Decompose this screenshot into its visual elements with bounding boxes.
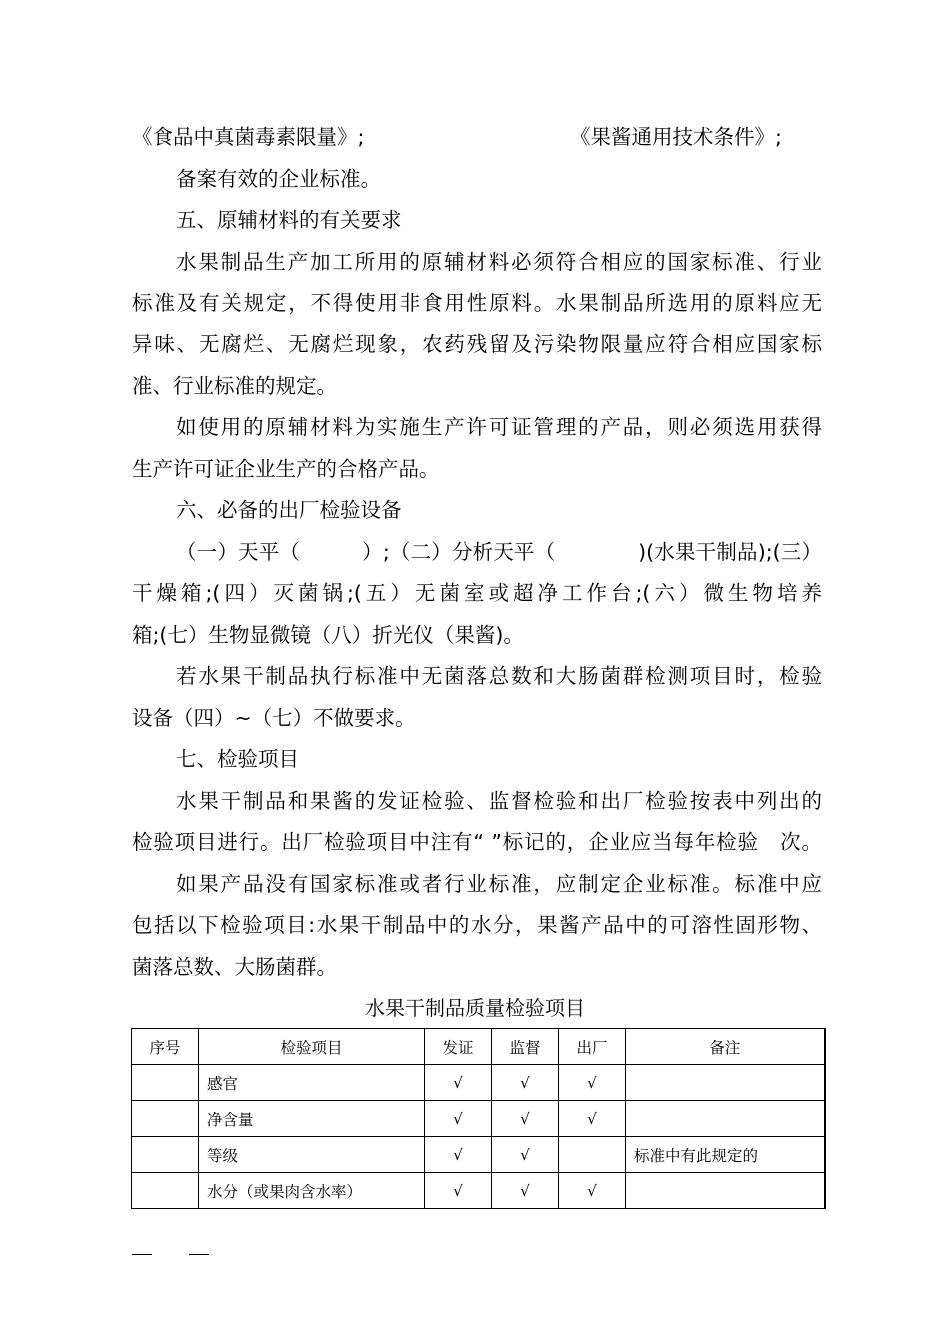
- header-cell-index: 序号: [132, 1029, 199, 1065]
- cell-check: [559, 1137, 626, 1173]
- table-row: [132, 1137, 825, 1173]
- header-cell-remarks: 备注: [626, 1029, 825, 1065]
- paragraph-line: 标准及有关规定，不得使用非食用性原料。水果制品所选用的原料应无: [132, 291, 822, 315]
- cell-index: [132, 1065, 199, 1101]
- paragraph-line: 如使用的原辅材料为实施生产许可证管理的产品，则必须选用获得: [176, 415, 822, 439]
- cell-item: 水分（或果肉含水率）: [199, 1173, 425, 1209]
- cell-index: [132, 1137, 199, 1173]
- cell-index: [132, 1101, 199, 1137]
- cell-check: √: [559, 1101, 626, 1137]
- table-header-row: [132, 1029, 825, 1065]
- cell-remark: 标准中有此规定的: [626, 1137, 825, 1173]
- cell-check: √: [492, 1065, 559, 1101]
- cell-index: [132, 1173, 199, 1209]
- paragraph-line: 如果产品没有国家标准或者行业标准，应制定企业标准。标准中应: [176, 872, 822, 896]
- cell-check: √: [492, 1173, 559, 1209]
- paragraph-line: 包括以下检验项目:水果干制品中的水分，果酱产品中的可溶性固形物、: [132, 913, 822, 937]
- cell-check: √: [425, 1173, 492, 1209]
- paragraph-line: 设备（四）~（七）不做要求。: [132, 706, 416, 730]
- header-cell-supervision: 监督: [492, 1029, 559, 1065]
- reference-line-right: 《果酱通用技术条件》;: [570, 125, 782, 149]
- paragraph-line: 干燥箱;(四）灭菌锅;(五）无菌室或超净工作台;(六）微生物培养: [132, 581, 822, 605]
- table-row: [132, 1173, 825, 1209]
- header-cell-item: 检验项目: [199, 1029, 425, 1065]
- section-heading-5: 五、原辅材料的有关要求: [176, 208, 402, 232]
- paragraph-line: 生产许可证企业生产的合格产品。: [132, 457, 440, 481]
- paragraph-line: 水果制品生产加工所用的原辅材料必须符合相应的国家标准、行业: [176, 250, 822, 274]
- reference-line-left: 《食品中真菌毒素限量》;: [132, 125, 365, 149]
- paragraph-line: 若水果干制品执行标准中无菌落总数和大肠菌群检测项目时，检验: [176, 664, 822, 688]
- cell-remark: [626, 1065, 825, 1101]
- table-row: [132, 1101, 825, 1137]
- table-title: 水果干制品质量检验项目: [365, 996, 585, 1020]
- cell-check: √: [559, 1065, 626, 1101]
- cell-check: √: [425, 1137, 492, 1173]
- paragraph-line: 箱;(七）生物显微镜（八）折光仪（果酱)。: [132, 623, 524, 647]
- cell-item: 净含量: [199, 1101, 425, 1137]
- cell-check: √: [559, 1173, 626, 1209]
- cell-check: √: [492, 1101, 559, 1137]
- header-cell-factory: 出厂: [559, 1029, 626, 1065]
- paragraph-line: 异味、无腐烂、无腐烂现象，农药残留及污染物限量应符合相应国家标: [132, 332, 822, 356]
- header-cell-certification: 发证: [425, 1029, 492, 1065]
- paragraph-line: 备案有效的企业标准。: [176, 167, 381, 191]
- cell-item: 感官: [199, 1065, 425, 1101]
- cell-remark: [626, 1173, 825, 1209]
- cell-check: √: [425, 1101, 492, 1137]
- cell-item: 等级: [199, 1137, 425, 1173]
- section-heading-6: 六、必备的出厂检验设备: [176, 498, 402, 522]
- cell-remark: [626, 1101, 825, 1137]
- footer-dash-right: [189, 1254, 209, 1255]
- paragraph-line: （一）天平（ ）;（二）分析天平（ )(水果干制品);(三）: [176, 540, 822, 564]
- paragraph-line: 菌落总数、大肠菌群。: [132, 955, 337, 979]
- inspection-items-table: [131, 1028, 826, 1209]
- paragraph-line: 准、行业标准的规定。: [132, 374, 337, 398]
- footer-dash-left: [132, 1254, 152, 1255]
- section-heading-7: 七、检验项目: [176, 747, 299, 771]
- cell-check: √: [492, 1137, 559, 1173]
- paragraph-line: 水果干制品和果酱的发证检验、监督检验和出厂检验按表中列出的: [176, 789, 822, 813]
- table-row: [132, 1065, 825, 1101]
- cell-check: √: [425, 1065, 492, 1101]
- paragraph-line: 检验项目进行。出厂检验项目中注有“ ”标记的，企业应当每年检验 次。: [132, 830, 822, 854]
